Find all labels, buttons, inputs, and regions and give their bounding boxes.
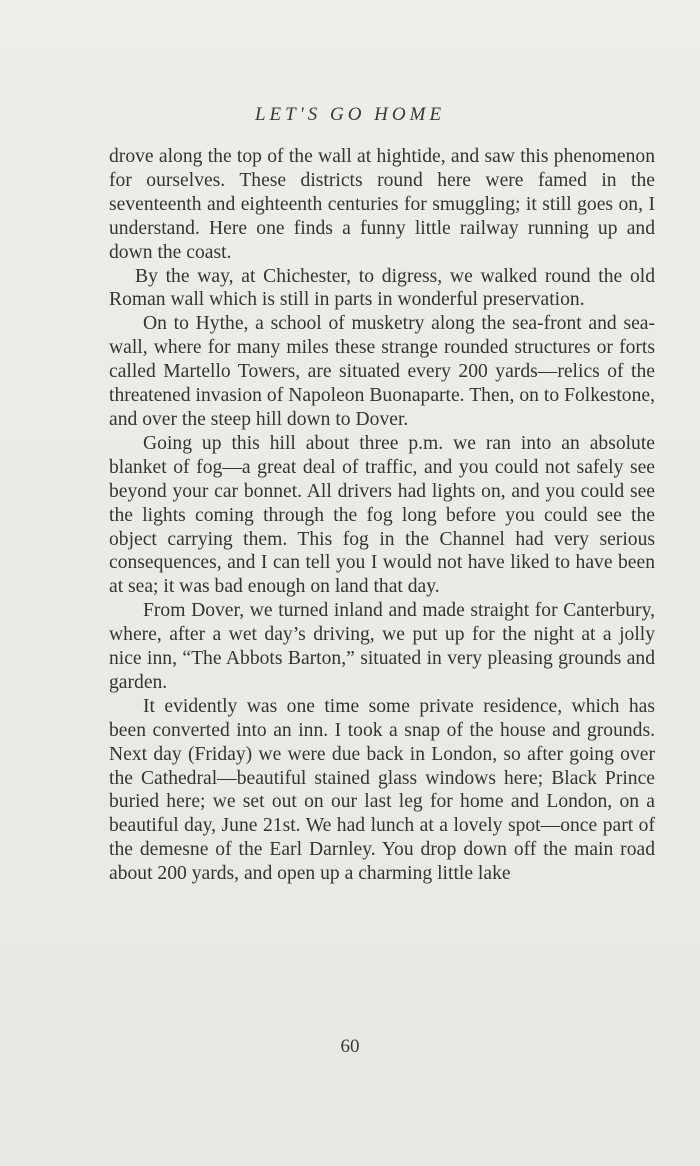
paragraph-6: It evidently was one time some private residence, which has been converted into an inn. I took a snap of the house and grounds. Next day (Friday) we were due back in London, so after going over the Cathedral—beautiful stained glass windows here; Black Prince buried here; we set out on our last leg for home and London, on a beautiful day, June 21st. We had lunch at a lovely spot—once part of the demesne of the Earl Darnley. You drop down off the main road about 200 yards, and open up a charming little lake: [109, 695, 655, 885]
paragraph-1: drove along the top of the wall at hightide, and saw this phenomenon for ourselves. These districts round here were famed in the seventeenth and eighteenth centuries for smuggling; it still goes on, I understand. Here one finds a funny little railway running up and down the coast.: [109, 146, 655, 263]
page-number: 60: [340, 1036, 360, 1057]
paragraph-4: Going up this hill about three p.m. we ran into an absolute blanket of fog—a great deal of traffic, and you could not safely see beyond your car bonnet. All drivers had lights on, and you could see the lights coming through the fog long before you could see the object carrying them. This fog in the Channel had very serious consequences, and I can tell you I would not have liked to have been at sea; it was bad enough on land that day.: [109, 432, 655, 598]
paragraph-5: From Dover, we turned inland and made straight for Canterbury, where, after a wet day’s driving, we put up for the night at a jolly nice inn, “The Abbots Barton,” situated in very pleasing grounds and garden.: [109, 600, 655, 693]
paragraph-2: By the way, at Chichester, to digress, we walked round the old Roman wall which is still in parts in wonderful preservation.: [109, 265, 655, 311]
running-head: LET'S GO HOME: [254, 104, 446, 125]
paragraph-3: On to Hythe, a school of musketry along the sea-front and sea-wall, where for many miles these strange rounded structures or forts called Martello Towers, are situated every 200 yards—relics of the threatened invasion of Napoleon Buonaparte. Then, on to Folkestone, and over the steep hill down to Dover.: [109, 313, 655, 430]
body-text: [109, 145, 655, 886]
